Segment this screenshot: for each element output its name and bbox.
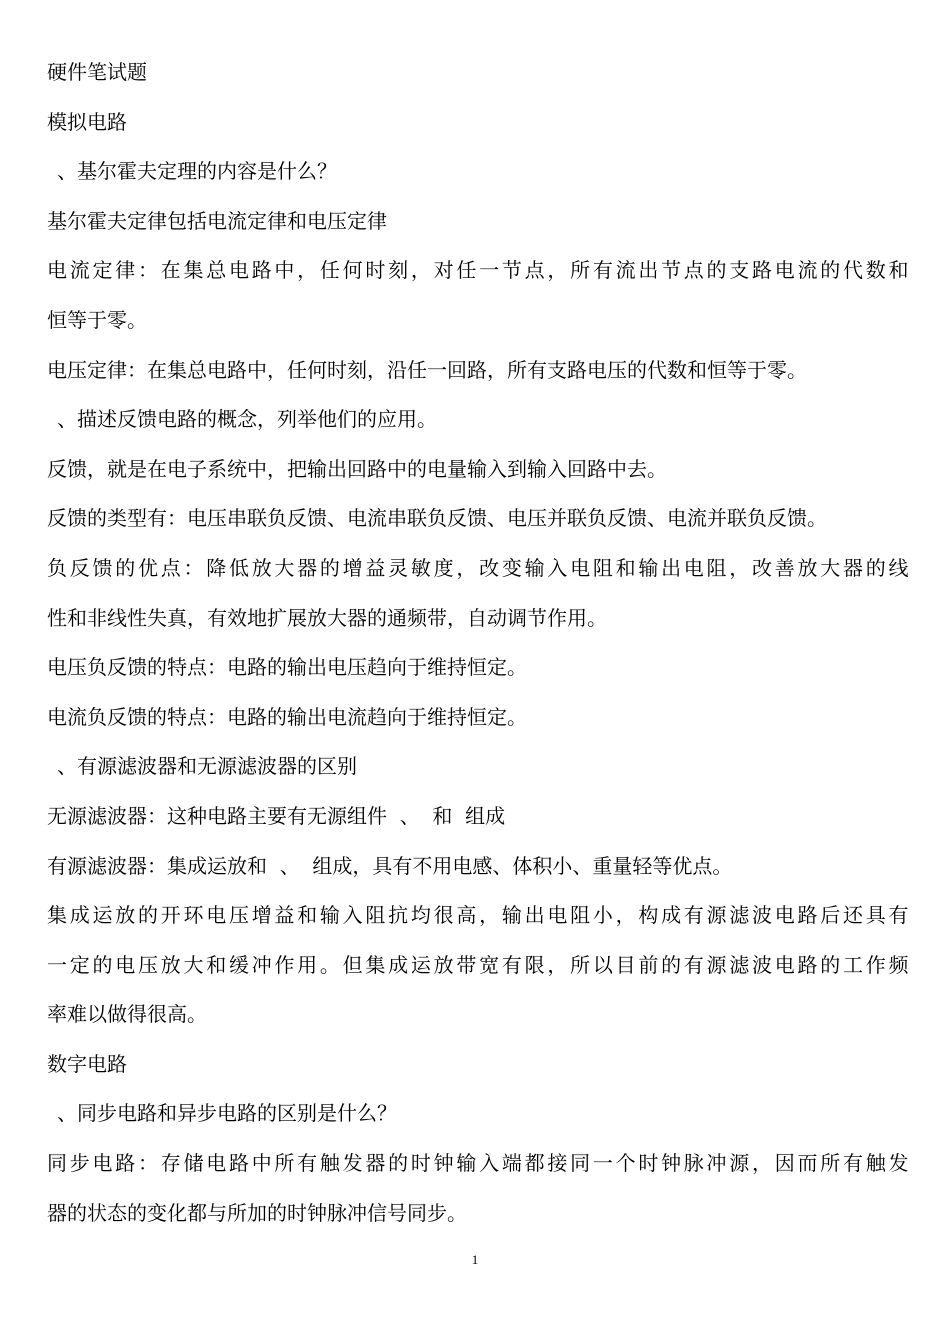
paragraph-line: 一定的电压放大和缓冲作用。但集成运放带宽有限，所以目前的有源滤波电路的工作频 <box>47 952 909 977</box>
paragraph-line: 基尔霍夫定律包括电流定律和电压定律 <box>47 208 387 233</box>
paragraph-line: 电压负反馈的特点：电路的输出电压趋向于维持恒定。 <box>47 655 527 680</box>
paragraph-line: 反馈，就是在电子系统中，把输出回路中的电量输入到输入回路中去。 <box>47 456 667 481</box>
paragraph-line: 恒等于零。 <box>47 307 147 332</box>
question-feedback: 、描述反馈电路的概念，列举他们的应用。 <box>57 407 437 432</box>
document-title: 硬件笔试题 <box>47 60 147 84</box>
paragraph-line: 集成运放的开环电压增益和输入阻抗均很高，输出电阻小，构成有源滤波电路后还具有 <box>47 903 909 928</box>
paragraph-line: 率难以做得很高。 <box>47 1002 207 1027</box>
paragraph-line: 电压定律：在集总电路中，任何时刻，沿任一回路，所有支路电压的代数和恒等于零。 <box>47 357 807 382</box>
page-number: 1 <box>471 1252 479 1267</box>
question-sync-async: 、同步电路和异步电路的区别是什么？ <box>57 1101 397 1126</box>
paragraph-line: 无源滤波器：这种电路主要有无源组件 、 和 组成 <box>47 803 506 828</box>
paragraph-line: 反馈的类型有：电压串联负反馈、电流串联负反馈、电压并联负反馈、电流并联负反馈。 <box>47 506 827 531</box>
document-body <box>47 48 909 1238</box>
paragraph-line: 器的状态的变化都与所加的时钟脉冲信号同步。 <box>47 1200 467 1225</box>
paragraph-line: 同步电路：存储电路中所有触发器的时钟输入端都接同一个时钟脉冲源，因而所有触发 <box>47 1151 909 1176</box>
section-heading-analog: 模拟电路 <box>47 109 127 134</box>
question-kirchhoff: 、基尔霍夫定理的内容是什么？ <box>57 159 337 184</box>
paragraph-line: 有源滤波器：集成运放和 、 组成，具有不用电感、体积小、重量轻等优点。 <box>47 853 733 878</box>
paragraph-line: 电流定律：在集总电路中，任何时刻，对任一节点，所有流出节点的支路电流的代数和 <box>47 258 909 283</box>
paragraph-line: 负反馈的优点：降低放大器的增益灵敏度，改变输入电阻和输出电阻，改善放大器的线 <box>47 555 909 580</box>
question-filters: 、有源滤波器和无源滤波器的区别 <box>57 754 357 779</box>
paragraph-line: 电流负反馈的特点：电路的输出电流趋向于维持恒定。 <box>47 704 527 729</box>
section-heading-digital: 数字电路 <box>47 1051 127 1076</box>
paragraph-line: 性和非线性失真，有效地扩展放大器的通频带，自动调节作用。 <box>47 605 607 630</box>
